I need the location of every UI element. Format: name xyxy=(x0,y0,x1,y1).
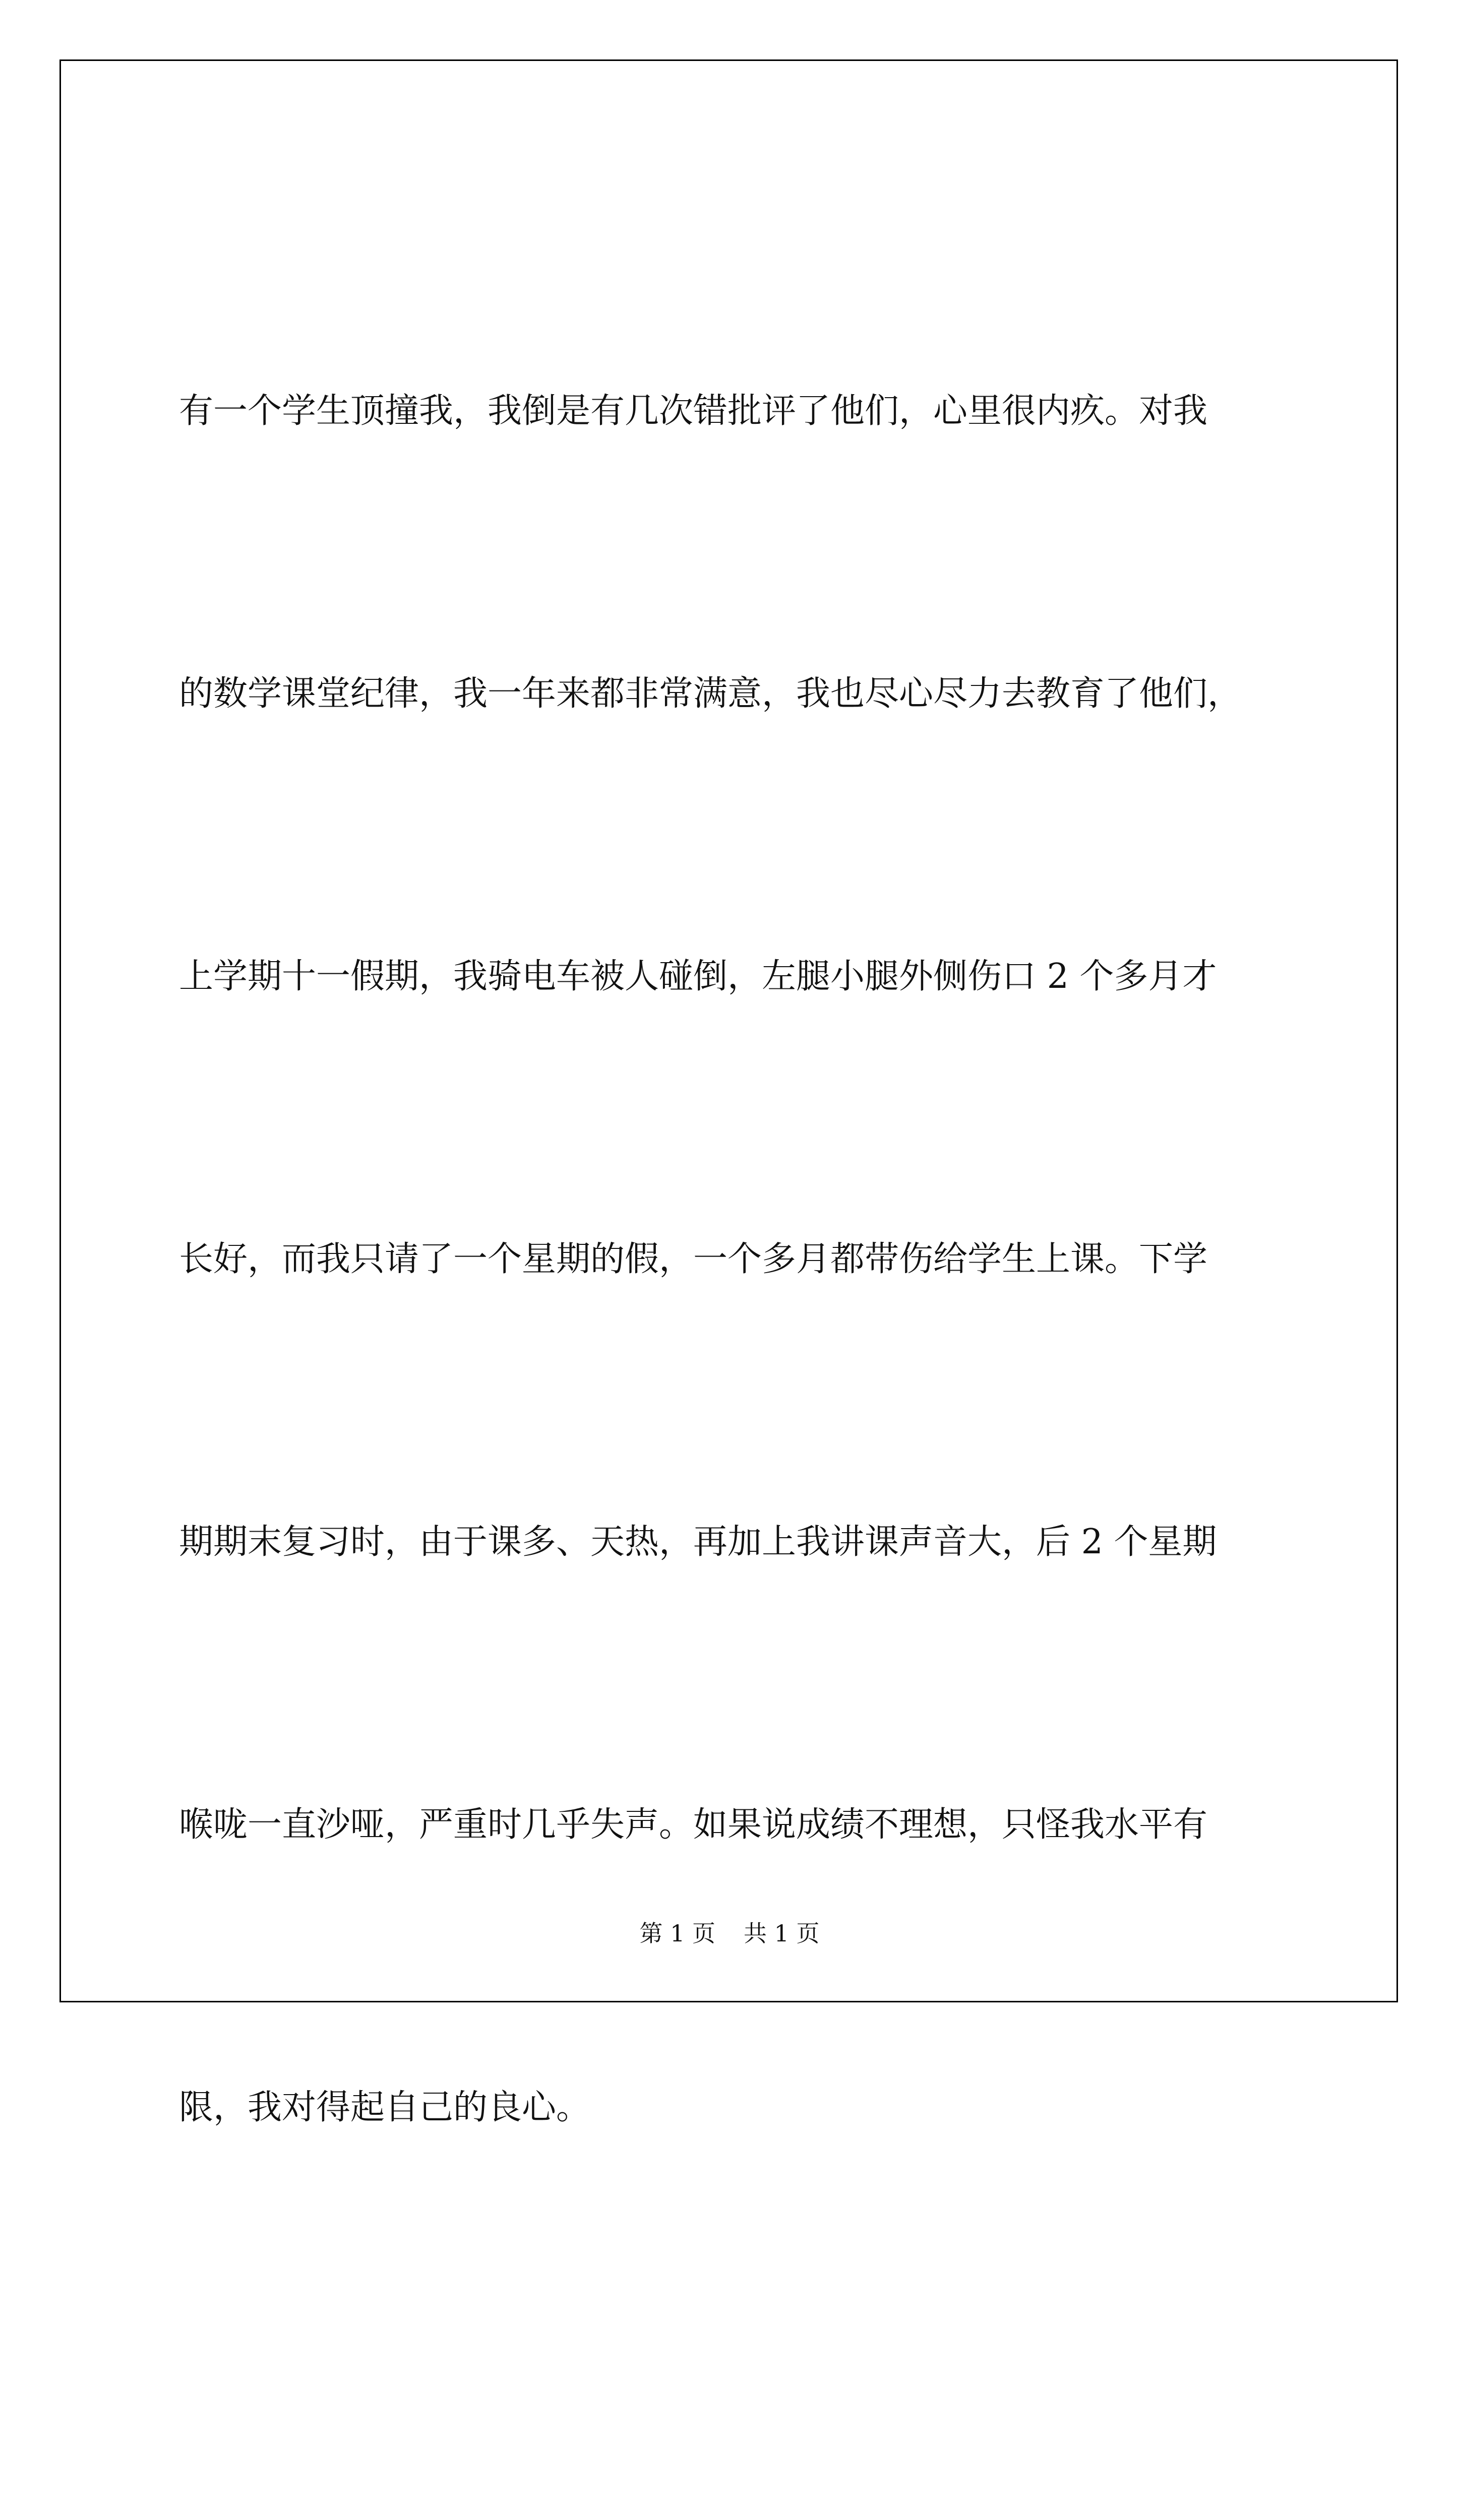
text-line: 限，我对得起自己的良心。 xyxy=(179,2088,591,2127)
text-line: 的数学课堂纪律，我一年来都非常满意，我也尽心尽力去教育了他们， xyxy=(179,674,1242,714)
paragraph-1 xyxy=(179,175,1298,2343)
text-line: 长好，而我只请了一个星期的假，一个多月都带伤给学生上课。下学 xyxy=(179,1239,1208,1279)
text-line: 期期末复习时，由于课多、天热，再加上我讲课声音大，后 2 个星期 xyxy=(179,1522,1217,1562)
page-footer xyxy=(0,1915,1459,1948)
page-number-current: 第 1 页 xyxy=(639,1920,715,1947)
document-body xyxy=(179,175,1298,2520)
text-line: 上学期十一假期，我骑电车被人碰倒，左腿小腿外侧伤口 2 个多月才 xyxy=(179,957,1217,996)
text-line: 有一个学生顶撞我，我倒是有几次错批评了他们，心里很内疚。对我 xyxy=(179,391,1208,431)
page-number-total: 共 1 页 xyxy=(744,1920,820,1947)
text-line: 喉咙一直沙哑，严重时几乎失声。如果说成绩不理想，只怪我水平有 xyxy=(179,1805,1208,1845)
paragraph-2 xyxy=(179,2343,1298,2520)
